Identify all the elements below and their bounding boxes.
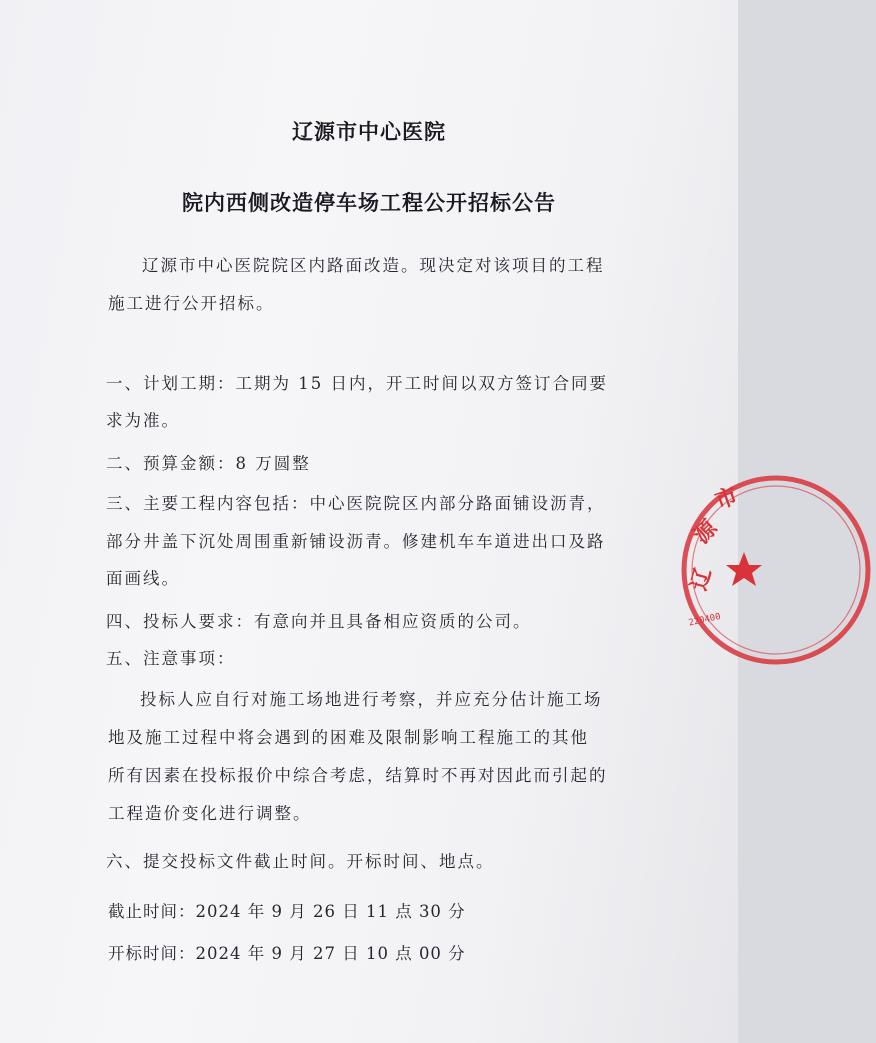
section-3-line-2: 部分井盖下沉处周围重新铺设沥青。修建机车车道进出口及路 — [106, 532, 606, 551]
hospital-title: 辽源市中心医院 — [292, 120, 446, 144]
seal-char-1: 辽 — [686, 565, 717, 594]
official-seal-stamp — [676, 470, 876, 670]
notice-title: 院内西侧改造停车场工程公开招标公告 — [182, 191, 556, 215]
section-5-body-line-3: 所有因素在投标报价中综合考虑，结算时不再对因此而引起的 — [108, 766, 608, 785]
section-6: 六、提交投标文件截止时间。开标时间、地点。 — [106, 852, 495, 871]
section-5-body-line-1: 投标人应自行对施工场地进行考察，并应充分估计施工场 — [140, 690, 603, 709]
section-3-line-3: 面画线。 — [106, 569, 180, 588]
seal-char-2: 源 — [689, 515, 723, 549]
deadline-time: 截止时间：2024 年 9 月 26 日 11 点 30 分 — [108, 902, 466, 921]
section-2: 二、预算金额：8 万圆整 — [106, 454, 311, 473]
seal-star-icon — [726, 552, 762, 586]
section-1-line-2: 求为准。 — [106, 411, 180, 430]
seal-char-3: 市 — [712, 483, 742, 515]
section-5-body-line-2: 地及施工过程中将会遇到的困难及限制影响工程施工的其他 — [108, 728, 589, 747]
intro-line-1: 辽源市中心医院院区内路面改造。现决定对该项目的工程 — [142, 256, 605, 275]
opening-time: 开标时间：2024 年 9 月 27 日 10 点 00 分 — [108, 944, 466, 963]
section-3-line-1: 三、主要工程内容包括：中心医院院区内部分路面铺设沥青， — [106, 494, 606, 513]
section-1-line-1: 一、计划工期：工期为 15 日内，开工时间以双方签订合同要 — [106, 374, 608, 393]
section-5-body-line-4: 工程造价变化进行调整。 — [108, 804, 312, 823]
section-4: 四、投标人要求：有意向并且具备相应资质的公司。 — [106, 612, 532, 631]
section-5-heading: 五、注意事项： — [106, 649, 236, 668]
seal-code: 220400 — [687, 612, 722, 629]
intro-line-2: 施工进行公开招标。 — [108, 294, 275, 313]
